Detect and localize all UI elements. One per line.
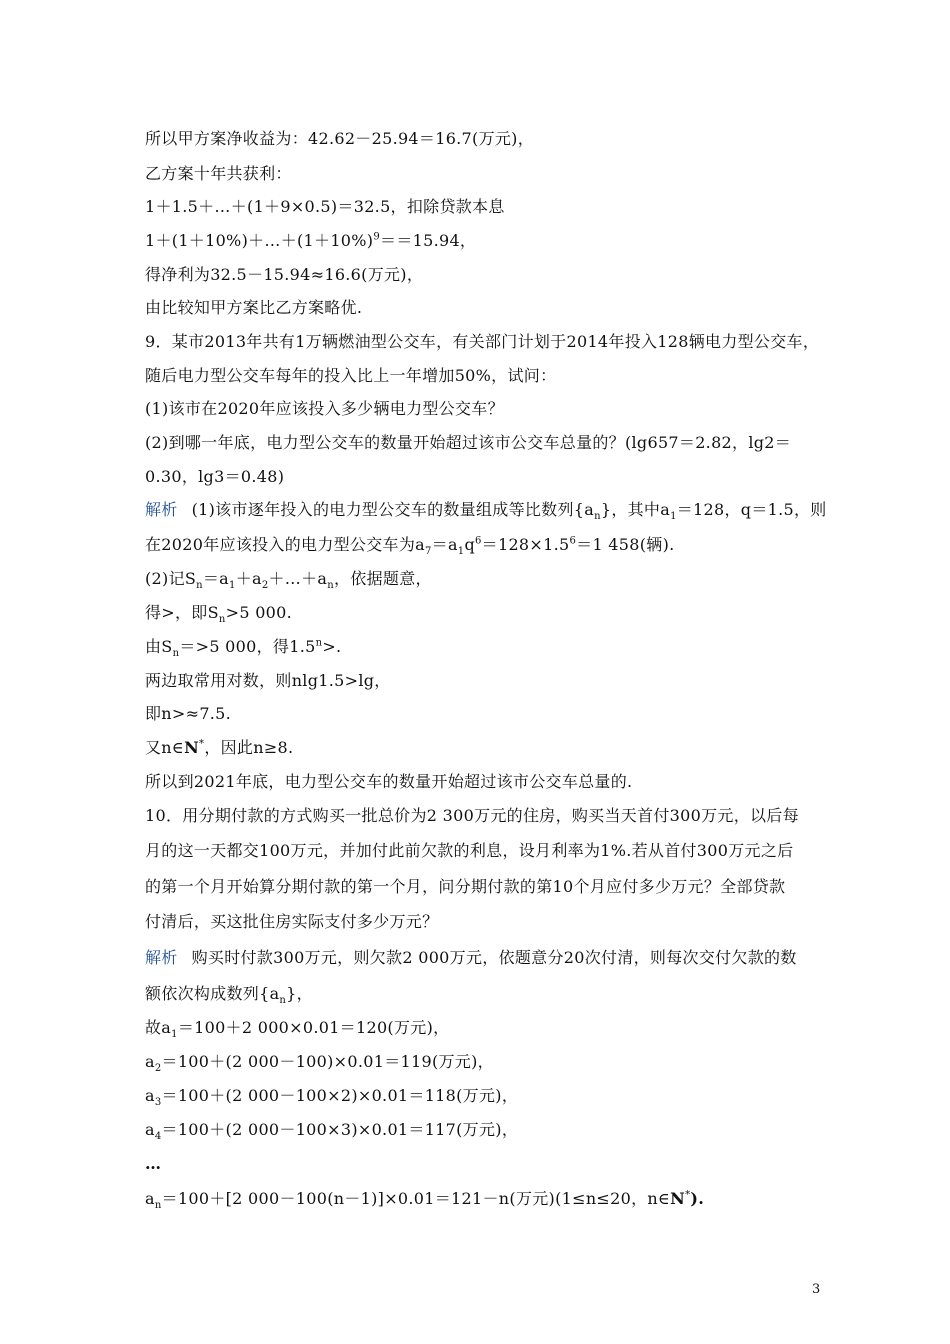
subscript: n — [196, 580, 203, 592]
superscript: 6 — [569, 535, 577, 547]
text: a — [145, 1052, 155, 1071]
solution-line — [145, 947, 835, 969]
text: 随后电力型公交车每年的投入比上一年增加50%，试问： — [145, 366, 557, 385]
subscript: n — [172, 648, 180, 660]
text: 月的这一天都交100万元，并加付此前欠款的利息，设月利率为1%.若从首付300万元之后 — [145, 841, 794, 860]
text: 得>，即S — [145, 603, 219, 622]
subscript: 1 — [457, 546, 465, 558]
text: ＝100＋(2 000－100)×0.01＝119(万元)， — [161, 1052, 494, 1071]
text: >. — [322, 637, 342, 656]
text: ＝100＋(2 000－100×2)×0.01＝118(万元)， — [161, 1086, 519, 1105]
text-line — [145, 840, 835, 862]
text-line — [145, 1188, 835, 1210]
text: 9．某市2013年共有1万辆燃油型公交车，有关部门计划于2014年投入128辆电力型公交车， — [145, 332, 820, 351]
text: ). — [690, 1189, 705, 1208]
text: ＝1 458(辆). — [576, 535, 675, 554]
text: ＝100＋[2 000－100(n－1)]×0.01＝121－n(万元)(1≤n≤20，n∈ — [161, 1189, 671, 1208]
text: ＝＝15.94， — [380, 231, 477, 250]
text-line — [145, 670, 835, 692]
text: a — [145, 1120, 155, 1139]
text: 所以到2021年底，电力型公交车的数量开始超过该市公交车总量的. — [145, 772, 633, 791]
text: (1)该市逐年投入的电力型公交车的数量组成等比数列{a — [191, 500, 595, 519]
subscript: 7 — [424, 546, 432, 558]
text-line — [145, 163, 835, 185]
text-line — [145, 128, 835, 150]
subscript: n — [594, 511, 601, 523]
text-line — [145, 196, 835, 218]
text: 付清后，买这批住房实际支付多少万元？ — [145, 912, 439, 931]
subscript: 1 — [171, 1029, 178, 1041]
superscript: * — [685, 1189, 691, 1201]
text: 两边取常用对数，则nlg1.5>lg， — [145, 671, 391, 690]
text: ＝100＋2 000×0.01＝120(万元)， — [177, 1018, 450, 1037]
text: ＝100＋(2 000－100×3)×0.01＝117(万元)， — [161, 1120, 519, 1139]
text: 在2020年应该投入的电力型公交车为a — [145, 535, 425, 554]
text-line — [145, 1017, 835, 1039]
text: q — [464, 535, 475, 554]
text-line — [145, 737, 835, 759]
text: N — [670, 1189, 686, 1208]
subscript: n — [154, 1200, 162, 1212]
text-line — [145, 1119, 835, 1141]
text-line — [145, 911, 835, 933]
text: ＝a — [202, 569, 230, 588]
subscript: n — [218, 614, 226, 626]
text: ，因此n≥8. — [204, 738, 294, 757]
text: 的第一个月开始算分期付款的第一个月，问分期付款的第10个月应付多少万元？全部贷款 — [145, 877, 786, 896]
text: ＝128×1.5 — [481, 535, 570, 554]
superscript: * — [199, 738, 205, 750]
text-line — [145, 297, 835, 319]
text: 得净利为32.5－15.94≈16.6(万元)， — [145, 265, 424, 284]
text: >5 000. — [225, 603, 293, 622]
text: 即n>≈7.5. — [145, 704, 232, 723]
text: ＋…＋a — [268, 569, 328, 588]
solution-label: 解析 — [145, 948, 178, 967]
text-line — [145, 466, 835, 488]
page-number: 3 — [812, 1282, 821, 1297]
subscript: n — [327, 580, 334, 592]
solution-label: 解析 — [145, 500, 178, 519]
text: 10．用分期付款的方式购买一批总价为2 300万元的住房，购买当天首付300万元，以后每 — [145, 806, 799, 825]
text: 所以甲方案净收益为：42.62－25.94＝16.7(万元)， — [145, 129, 535, 148]
text: 额依次构成数列{a — [145, 984, 280, 1003]
text-line — [145, 983, 835, 1005]
text: ＝>5 000，得1.5 — [179, 637, 316, 656]
text-line — [145, 1051, 835, 1073]
text: ，依据题意， — [334, 569, 432, 588]
subscript: 1 — [229, 580, 236, 592]
text: ＝a — [431, 535, 458, 554]
text: (2)到哪一年底，电力型公交车的数量开始超过该市公交车总量的？(lg657＝2.82，lg2＝ — [145, 433, 792, 452]
text: 故a — [145, 1018, 172, 1037]
text: 1＋(1＋10%)＋…＋(1＋10%) — [145, 231, 374, 250]
text: a — [145, 1086, 155, 1105]
text: 由比较知甲方案比乙方案略优. — [145, 298, 363, 317]
text: 由S — [145, 637, 173, 656]
text: 1＋1.5＋…＋(1＋9×0.5)＝32.5，扣除贷款本息 — [145, 197, 505, 216]
text-line — [145, 264, 835, 286]
text-line — [145, 703, 835, 725]
text: ＋a — [235, 569, 262, 588]
question-10-line — [145, 805, 835, 827]
text-line — [145, 230, 835, 252]
question-9-line — [145, 331, 835, 353]
text-line — [145, 432, 835, 454]
subscript: n — [279, 995, 287, 1007]
solution-line — [145, 499, 835, 521]
text: 乙方案十年共获利： — [145, 164, 292, 183]
text: … — [145, 1154, 162, 1173]
text: N — [184, 738, 199, 757]
text: ＝128，q＝1.5，则 — [676, 500, 827, 519]
text-line — [145, 534, 835, 556]
text: }，其中a — [600, 500, 671, 519]
text: 又n∈ — [145, 738, 185, 757]
ellipsis-line — [145, 1153, 835, 1175]
text: 购买时付款300万元，则欠款2 000万元，依题意分20次付清，则每次交付欠款的数 — [191, 948, 797, 967]
subscript: 3 — [154, 1097, 162, 1109]
text: 0.30，lg3＝0.48) — [145, 467, 285, 486]
superscript: 6 — [475, 535, 482, 547]
text-line — [145, 568, 835, 590]
text-line — [145, 636, 835, 658]
subscript: 1 — [670, 511, 677, 523]
text-line — [145, 365, 835, 387]
text: (2)记S — [145, 569, 197, 588]
text: }， — [286, 984, 313, 1003]
text: (1)该市在2020年应该投入多少辆电力型公交车？ — [145, 399, 504, 418]
text-line — [145, 876, 835, 898]
text-line — [145, 1085, 835, 1107]
superscript: n — [315, 637, 323, 649]
subscript: 2 — [261, 580, 269, 592]
text-line — [145, 602, 835, 624]
subscript: 4 — [154, 1131, 162, 1143]
text: a — [145, 1189, 155, 1208]
superscript: 9 — [373, 231, 381, 243]
subscript: 2 — [154, 1063, 162, 1075]
text-line — [145, 398, 835, 420]
text-line — [145, 771, 835, 793]
